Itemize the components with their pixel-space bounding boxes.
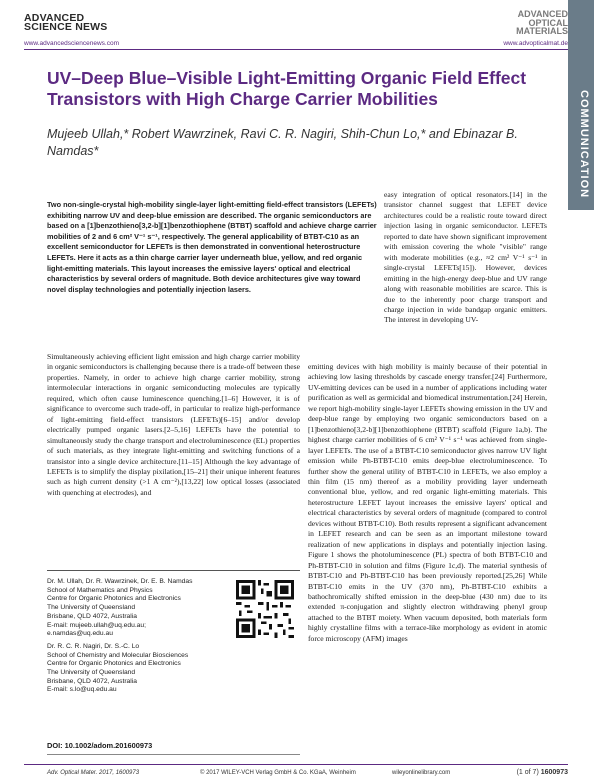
article-authors: Mujeeb Ullah,* Robert Wawrzinek, Ravi C. R. Nagiri, Shih-Chun Lo,* and Ebinazar B. Namdas* — [47, 127, 518, 158]
copyright: © 2017 WILEY-VCH Verlag GmbH & Co. KGaA, Weinheim — [200, 770, 356, 776]
page-info — [517, 769, 568, 776]
journal-logo-left — [24, 14, 184, 32]
abstract: Two non-single-crystal high-mobility single-layer light-emitting field-effect transistors (LEFETs) exhibiting narrow UV and deep-blue emission are described. The organic semiconductors are based on a [1]benzothieno[3,2-b][1]benzothiophene (BTBT) scaffold and achieve charge carrier mobilities of 2 and 6 cm² V⁻¹ s⁻¹, respectively. The general applicability of BTBT-C10 as an excellent semiconductor for LEFETs is then demonstrated in conventional heterostructure LEFETs. Here it acts as a thin charge carrier layer underneath blue, yellow, and red organic light-emitting materials. This layout increases the emissive layers' optical and electrical characteristics by several orders of magnitude. Both device architectures give way toward novel display technologies and potentially injection lasers. — [47, 200, 377, 294]
body-text-right-top: easy integration of optical resonators.[14] in the transistor channel suggest that LEFET device architectures could be a realistic route toward direct injection lasing in organic semiconductor. LEFETs reported to date have shown significant improvement with emission covering the whole "visible" range with moderate mobilities (e.g., ≈2 cm² V⁻¹ s⁻¹ in single-crystal LEFETs[15]). However, devices emitting in the high-energy deep-blue and UV range along with reasonable mobilities are scarce. This is due to the inherently poor charge transport and charge injection in wide bandgap organic emitters. The interest in developing UV- — [384, 190, 547, 325]
qr-code-icon[interactable] — [236, 580, 294, 638]
logo-right-line-2: OPTICAL — [528, 17, 568, 28]
wiley-url[interactable]: wileyonlinelibrary.com — [392, 770, 451, 776]
article-title: UV–Deep Blue–Visible Light-Emitting Organic Field Effect Transistors with High Charge Carrier Mobilities — [47, 68, 527, 109]
body-text-right: emitting devices with high mobility is mainly because of their potential in achieving low lasing thresholds by cascade energy transfer.[24] Furthermore, UV-emitting devices can be used in a number of applications including water purification as well as germicidal and biomedical instrumentation.[24] Herein, we report high-mobility single-layer LEFETs showing emission in the UV and deep-blue range by employing two organic semiconductors based on a [1]benzothieno[3,2-b][1]benzothiophene (BTBT) scaffold (Figure 1a,b). The highest charge carrier mobilities of 6 cm² V⁻¹ s⁻¹ was achieved from single-layer LEFETs. The use of a BTBT-C10 semiconductor gives narrow UV light emission while Ph-BTBT-C10 emits deep-blue electroluminescence. To further show the general utility of BTBT-C10 in LEFETs, we also employ a thin film (15 nm) thereof as a mobility providing layer underneath conventional blue, yellow, and red organic light-emitting materials. This heterostructure LEFET layout increases the emissive layers' optical and electrical characteristics by several orders of magnitude (compared to control devices without BTBT-C10). Both results represent a significant advancement in LEFET research and can be seen as an important milestone toward realization of new applications in displays and potentially injection lasing. Figure 1 shows the photoluminescence (PL) spectra of both BTBT-C10 and Ph-BTBT-C10 in solution and films (Figure 1c,d). The material synthesis of BTBT-C10 and Ph-BTBT-C10 has been previously reported.[25,26] While BTBT-C10 emits in the UV (370 nm), Ph-BTBT-C10 exhibits a bathochromically shifted emission in the deep-blue (430 nm) due to its extended π-conjugation and slightly electron withdrawing phenyl group attached to the BTBT moiety. When vacuum deposited, both materials form highly crystalline films with a terrace-like morphology as evident in atomic force microscopy (AFM) images — [308, 362, 547, 643]
journal-logo-right — [516, 10, 568, 36]
footer-divider — [24, 764, 568, 765]
affiliation-block-2: Dr. R. C. R. Nagiri, Dr. S.-C. Lo School of Chemistry and Molecular Biosciences Centre for Organic Photonics and Electronics The University of Queensland Brisbane, QLD 4072, Australia E-mail: s.lo@uq.edu.au — [47, 642, 189, 694]
affiliations — [47, 578, 227, 695]
logo-line-1: ADVANCED — [24, 12, 85, 24]
logo-right-line-1: ADVANCED — [517, 9, 568, 19]
section-sidebar — [568, 0, 594, 210]
doi-divider — [47, 754, 300, 755]
logo-line-2: SCIENCE NEWS — [24, 21, 108, 33]
affiliation-divider — [47, 570, 300, 571]
section-label: COMMUNICATION — [578, 90, 590, 199]
logo-right-line-3: MATERIALS — [516, 26, 568, 36]
header-divider — [24, 49, 568, 50]
journal-url[interactable]: www.advopticalmat.de — [503, 40, 568, 47]
body-text-left: Simultaneously achieving efficient light emission and high charge carrier mobility in organic semiconductors is challenging because there is a trade-off between these properties. Namely, in order to achieve high charge carrier mobility, strong intermolecular interactions in organic semiconducting molecules are typically required, which often cause luminescence quenching.[1–6] However, it is of significance to overcome such trade-off, in particular to realize high-performance of light-emitting field-effect transistors (LEFETs)[6–15] and/or develop electrically pumped organic lasers.[2–5,16] LEFETs have the potential to simultaneously study the charge transport and electroluminescence (EL) properties of such materials, as they integrate light-emitting and switching functions of a transistor into a single device architecture.[11–15] Although the key advantage of LEFETs is to simplify the display pixilation,[15–21] their unique inherent features such as high current density (>1 A cm⁻²),[13,22] low optical losses (associated with quenching at electrodes), and — [47, 352, 300, 497]
page-number: (1 of 7) — [516, 769, 539, 776]
article-number: 1600973 — [540, 769, 568, 776]
journal-citation: Adv. Optical Mater. 2017, 1600973 — [47, 770, 140, 776]
publisher-url[interactable]: www.advancedsciencenews.com — [24, 40, 120, 47]
doi[interactable]: DOI: 10.1002/adom.201600973 — [47, 741, 153, 750]
affiliation-block-1: Dr. M. Ullah, Dr. R. Wawrzinek, Dr. E. B. Namdas School of Mathematics and Physics Centre for Organic Photonics and Electronics The University of Queensland Brisbane, QLD 4072, Australia E-mail: mujeeb.ullah@uq.edu.au; e.namdas@uq.edu.au — [47, 578, 193, 638]
